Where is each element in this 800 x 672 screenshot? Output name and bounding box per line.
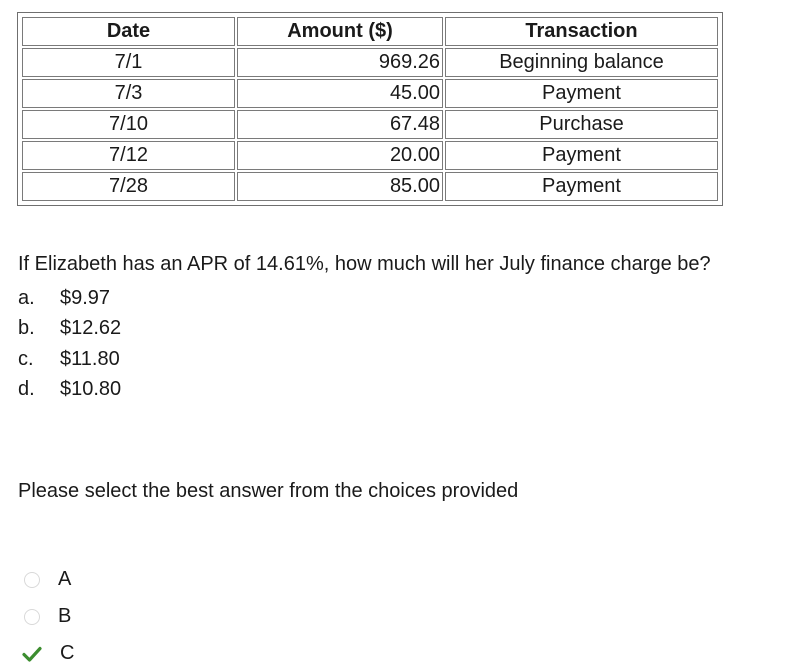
instruction-text: Please select the best answer from the choices provided	[18, 480, 519, 502]
answer-choice-group	[22, 561, 74, 672]
cell-transaction: Beginning balance	[445, 48, 718, 77]
option-text: $12.62	[60, 317, 122, 340]
table-row	[22, 110, 718, 139]
choice-c[interactable]	[22, 635, 74, 672]
choice-a[interactable]	[22, 561, 74, 598]
option-item	[18, 344, 121, 375]
answer-options-list	[18, 283, 121, 405]
option-item	[18, 375, 121, 406]
header-amount: Amount ($)	[237, 17, 443, 46]
cell-date: 7/3	[22, 79, 235, 108]
table-header-row	[22, 17, 718, 46]
option-text: $9.97	[60, 286, 111, 309]
option-item	[18, 314, 121, 345]
table-row	[22, 48, 718, 77]
radio-button-icon[interactable]	[24, 609, 40, 625]
cell-amount: 67.48	[237, 110, 443, 139]
table-row	[22, 79, 718, 108]
choice-label: A	[58, 568, 72, 590]
cell-date: 7/12	[22, 141, 235, 170]
option-letter: a.	[18, 286, 35, 309]
choice-b[interactable]	[22, 598, 74, 635]
cell-transaction: Payment	[445, 141, 718, 170]
option-text: $10.80	[60, 378, 122, 401]
cell-transaction: Payment	[445, 172, 718, 201]
option-letter: c.	[18, 347, 34, 370]
header-date: Date	[22, 17, 235, 46]
cell-amount: 45.00	[237, 79, 443, 108]
transaction-table-frame	[17, 12, 723, 206]
radio-button-icon[interactable]	[24, 572, 40, 588]
checkmark-icon[interactable]	[22, 646, 42, 662]
transaction-table	[20, 15, 720, 203]
cell-transaction: Purchase	[445, 110, 718, 139]
table-row	[22, 172, 718, 201]
option-text: $11.80	[60, 347, 120, 370]
cell-transaction: Payment	[445, 79, 718, 108]
question-text: If Elizabeth has an APR of 14.61%, how much will her July finance charge be?	[18, 253, 711, 275]
option-letter: b.	[18, 317, 35, 340]
choice-label: B	[58, 605, 72, 627]
cell-amount: 85.00	[237, 172, 443, 201]
cell-amount: 969.26	[237, 48, 443, 77]
cell-date: 7/28	[22, 172, 235, 201]
cell-date: 7/1	[22, 48, 235, 77]
cell-date: 7/10	[22, 110, 235, 139]
header-transaction: Transaction	[445, 17, 718, 46]
option-letter: d.	[18, 378, 35, 401]
option-item	[18, 283, 121, 314]
choice-label: C	[60, 642, 75, 664]
table-row	[22, 141, 718, 170]
cell-amount: 20.00	[237, 141, 443, 170]
